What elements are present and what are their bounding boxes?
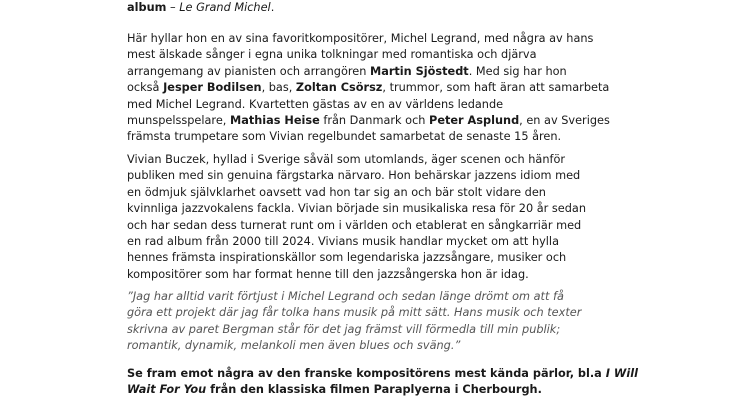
artist-quote	[127, 289, 627, 355]
text-line: Se fram emot några av den franske kompositörens mest kända pärlor, bl.a I Will	[127, 367, 638, 380]
musician-name: Mathias Heise	[229, 114, 320, 128]
quote-line: skrivna av paret Bergman står för det jag främst vill förmedla till min publik;	[127, 322, 561, 336]
intro-line: album – Le Grand Michel.	[127, 1, 275, 14]
musician-name: Jesper Bodilsen	[163, 81, 262, 95]
text-line: Vivian Buczek, hyllad i Sverige såväl som utomlands, äger scenen och hänför	[127, 153, 566, 166]
paragraph-album-description	[127, 31, 627, 146]
musician-name: Peter Asplund	[429, 114, 520, 128]
closing-paragraph	[127, 366, 638, 399]
text-line: munspelsspelare, Mathias Heise från Danmark och Peter Asplund, en av Sveriges	[127, 114, 610, 128]
text-line: också Jesper Bodilsen, bas, Zoltan Csörsz, trummor, som haft äran att samarbeta	[127, 81, 610, 95]
song-title: Wait For You	[127, 383, 207, 397]
text-line: kvinnliga jazzvokalens fackla. Vivian började sin musikaliska resa för 20 år sedan	[127, 202, 587, 216]
dash: –	[166, 1, 180, 14]
quote-line: ”Jag har alltid varit förtjust i Michel Legrand och sedan länge drömt om att få	[127, 290, 564, 303]
musician-name: Zoltan Csörsz	[295, 81, 383, 95]
text-line: publiken med sin genuina färgstarka närvaro. Hon behärskar jazzens idiom med	[127, 169, 581, 183]
text-line: arrangemang av pianisten och arrangören Martin Sjöstedt. Med sig har hon	[127, 64, 567, 78]
text-line: med Michel Legrand. Kvartetten gästas av en av världens ledande	[127, 97, 504, 111]
quote-line: romantik, dynamik, melankoli men även blues och sväng.”	[127, 339, 461, 353]
text-line: Wait For You från den klassiska filmen Paraplyerna i Cherbourgh.	[127, 383, 542, 397]
text-line: kompositörer som har format henne till den jazzsångerska hon är idag.	[127, 267, 529, 281]
text-line: Här hyllar hon en av sina favoritkompositörer, Michel Legrand, med några av hans	[127, 32, 594, 45]
text-line: hennes främsta inspirationskällor som legendariska jazzsångare, musiker och	[127, 251, 567, 265]
text-line: främsta trumpetare som Vivian regelbundet samarbetat de senaste 15 åren.	[127, 130, 562, 144]
text-line: mest älskade sånger i egna unika tolkningar med romantiska och djärva	[127, 48, 537, 62]
text-line: en rad album från 2000 till 2024. Vivians musik handlar mycket om att hylla	[127, 235, 559, 249]
paragraph-artist-bio	[127, 152, 627, 283]
album-title: Le Grand Michel	[179, 1, 271, 14]
text-line: och har sedan dess turnerat runt om i världen och etablerat en sångkarriär med	[127, 218, 582, 232]
song-title: I Will	[605, 367, 638, 380]
musician-name: Martin Sjöstedt	[369, 64, 469, 78]
quote-line: göra ett projekt där jag får tolka hans musik på mitt sätt. Hans musik och texter	[127, 306, 582, 320]
album-word: album	[127, 1, 167, 14]
text-line: en ödmjuk självklarhet oavsett vad hon tar sig an och bär stolt vidare den	[127, 185, 546, 199]
